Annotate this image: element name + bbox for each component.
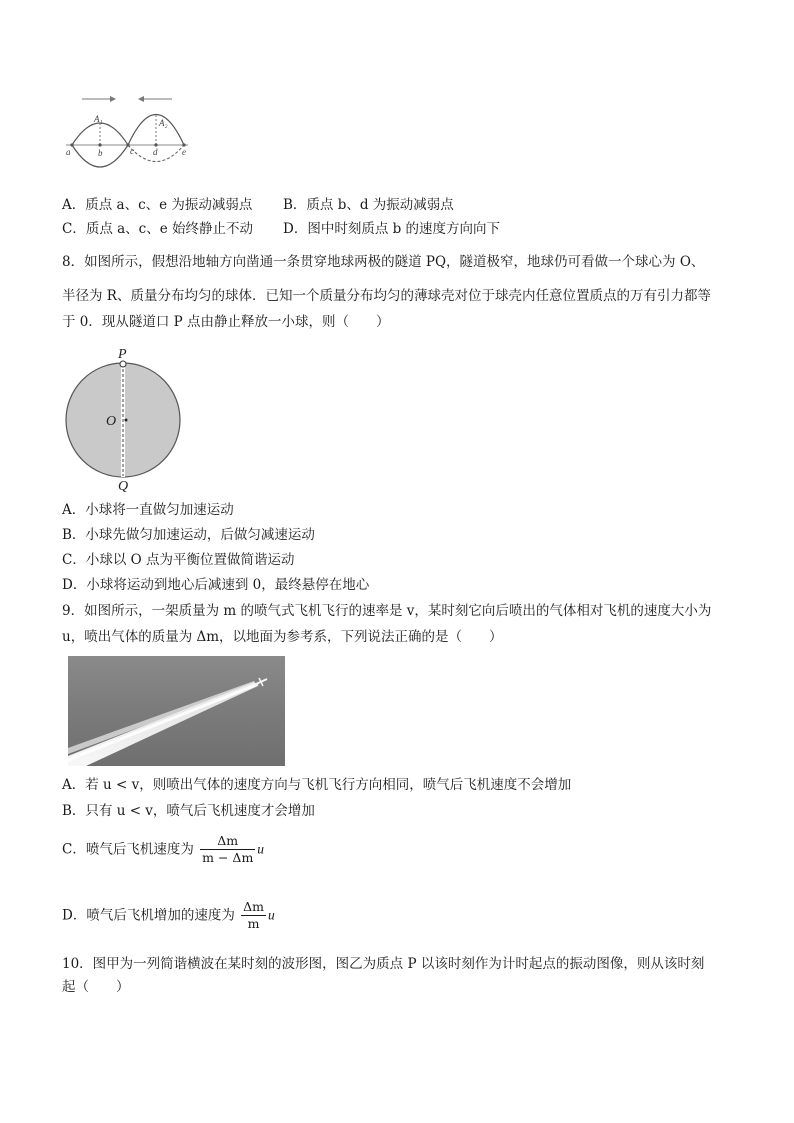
airplane-icon xyxy=(254,678,267,686)
label-e: e xyxy=(182,147,186,157)
q7-option-a: A．质点 a、c、e 为振动减弱点 xyxy=(62,197,253,213)
q9-option-d xyxy=(62,899,275,932)
q9-option-d-denominator: m xyxy=(241,915,266,932)
label-p: P xyxy=(118,347,127,362)
left-arrow-icon xyxy=(138,96,172,102)
q8-option-b: B．小球先做匀加速运动，后做匀减速运动 xyxy=(62,527,315,543)
q9-option-c-numerator: Δm xyxy=(217,833,239,848)
contrail-image xyxy=(68,656,285,766)
center-o-dot xyxy=(125,419,128,422)
label-a2: A₂ xyxy=(159,118,168,128)
jet-contrail-photo xyxy=(68,656,285,766)
label-o: O xyxy=(106,414,117,429)
q9-stem-line1: 9．如图所示，一架质量为 m 的喷气式飞机飞行的速率是 v，某时刻它向后喷出的气体相对飞机的速度大小为 xyxy=(62,603,712,619)
label-a: a xyxy=(66,147,71,157)
q8-option-d: D．小球将运动到地心后减速到 0，最终悬停在地心 xyxy=(62,577,370,593)
q9-option-d-variable: u xyxy=(268,907,275,923)
q8-option-a: A．小球将一直做匀加速运动 xyxy=(62,502,234,518)
left-wave-crest xyxy=(72,123,128,145)
q9-option-d-fraction xyxy=(241,899,266,932)
label-b: b xyxy=(98,148,103,158)
q9-option-b: B．只有 u < v，喷气后飞机速度才会增加 xyxy=(62,803,315,819)
q9-stem-line2: u，喷出气体的质量为 Δm，以地面为参考系，下列说法正确的是（ ） xyxy=(62,629,503,645)
label-q: Q xyxy=(118,479,129,492)
q9-option-d-text: D．喷气后飞机增加的速度为 xyxy=(62,907,235,924)
q8-stem-line2: 半径为 R、质量分布均匀的球体．已知一个质量分布均匀的薄球壳对位于球壳内任意位置质点的万有引力都等 xyxy=(62,288,711,304)
label-c: c xyxy=(130,146,134,156)
q10-stem-line1: 10．图甲为一列简谐横波在某时刻的波形图，图乙为质点 P 以该时刻作为计时起点的振动图像，则从该时刻 xyxy=(62,956,705,972)
q9-option-c-fraction xyxy=(200,833,255,866)
point-a xyxy=(70,143,73,146)
q8-stem-line1: 8．如图所示，假想沿地轴方向凿通一条贯穿地球两极的隧道 PQ，隧道极窄，地球仍可看做一个球心为 O、 xyxy=(62,254,705,270)
wave-interference-figure xyxy=(60,92,200,188)
point-b xyxy=(98,143,101,146)
label-d: d xyxy=(153,147,158,157)
q9-option-c-text: C．喷气后飞机速度为 xyxy=(62,841,194,858)
q9-option-c xyxy=(62,833,264,866)
q9-option-a: A．若 u < v，则喷出气体的速度方向与飞机飞行方向相同，喷气后飞机速度不会增加 xyxy=(62,777,572,793)
q10-stem-line2: 起（ ） xyxy=(62,979,130,995)
label-a1: A₁ xyxy=(94,114,103,124)
q9-option-c-variable: u xyxy=(257,841,265,857)
q8-option-c: C．小球以 O 点为平衡位置做简谐运动 xyxy=(62,552,295,568)
right-arrow-icon xyxy=(82,96,116,102)
q7-option-c: C．质点 a、c、e 始终静止不动 xyxy=(62,221,254,237)
q7-option-d: D．图中时刻质点 b 的速度方向向下 xyxy=(283,221,501,237)
q9-option-c-denominator: m − Δm xyxy=(202,850,254,865)
q9-option-d-numerator: Δm xyxy=(243,899,265,914)
q8-stem-line3: 于 0．现从隧道口 P 点由静止释放一小球，则（ ） xyxy=(62,314,390,330)
q7-option-b: B．质点 b、d 为振动减弱点 xyxy=(283,197,454,213)
earth-tunnel-figure xyxy=(60,344,194,492)
